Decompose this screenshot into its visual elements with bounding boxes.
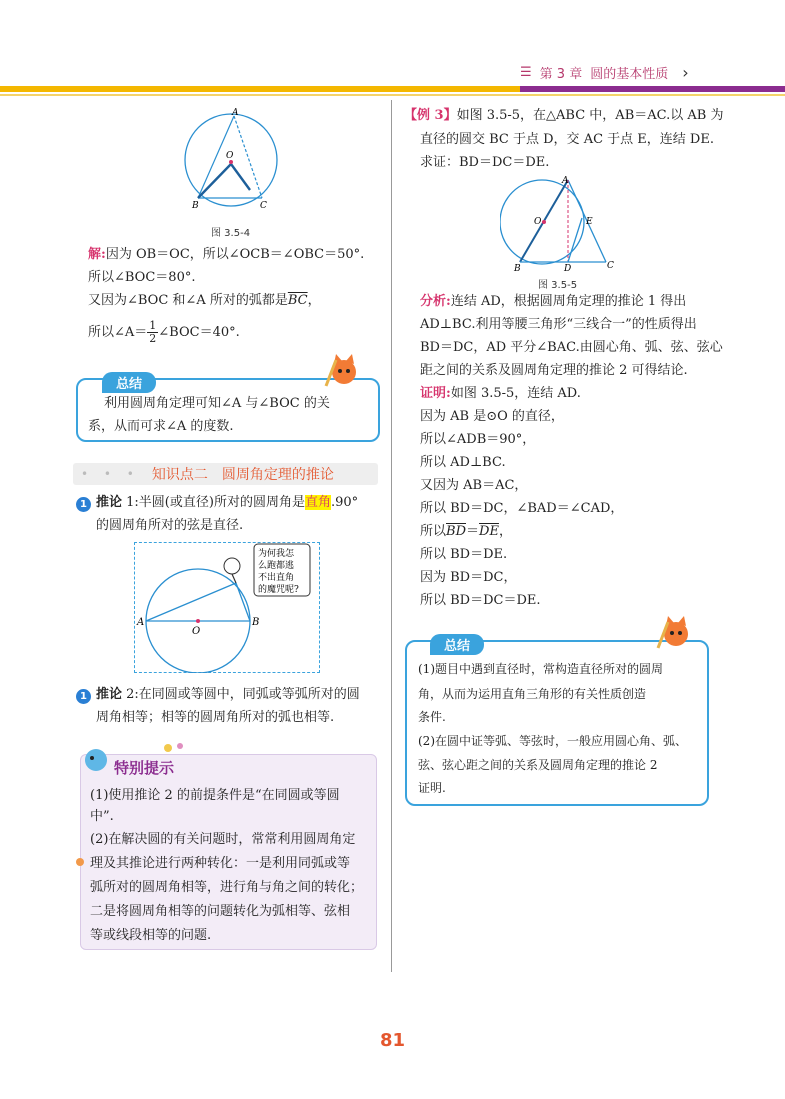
example-line-2: 直径的圆交 BC 于点 D，交 AC 于点 E，连结 DE.	[420, 132, 714, 147]
label-c3: C	[607, 261, 614, 271]
tip-line-4: 理及其推论进行两种转化：一是利用同弧或等	[90, 856, 351, 871]
proof-line-6: 所以$\overline{BD}=\overline{DE}$，	[420, 524, 512, 539]
header-bar-purple	[520, 86, 785, 92]
proof-line-5: 所以 BD＝DC，∠BAD＝∠CAD，	[420, 501, 624, 516]
label-b: B	[192, 201, 199, 211]
summary-tab-2: 总结	[430, 634, 484, 655]
summary1-line-1: 利用圆周角定理可知∠A 与∠BOC 的关	[104, 396, 330, 411]
proof-line-2: 所以∠ADB＝90°，	[420, 432, 536, 447]
bubble-line-3: 不出直角	[258, 573, 295, 583]
fox-mascot-icon-2	[654, 614, 698, 650]
running-header	[520, 62, 689, 82]
label-o: O	[226, 151, 234, 161]
analysis-line-1: 分析:连结 AD，根据圆周角定理的推论 1 得出	[420, 294, 687, 309]
summary2-line-2: 角，从而为运用直角三角形的有关性质创造	[418, 687, 647, 701]
page-number: 81	[379, 1030, 406, 1051]
solution-line-3: 又因为∠BOC 和∠A 所对的弧都是$\overline{BC}$，	[88, 293, 321, 308]
figure-3-5-4	[176, 104, 286, 212]
summary1-line-2: 系，从而可求∠A 的度数.	[88, 419, 234, 434]
knowledge-point-2-heading: • • • 知识点二 圆周角定理的推论	[73, 463, 378, 485]
bubble-line-2: 么跑都逃	[258, 561, 295, 571]
label-e3: E	[586, 217, 593, 227]
summary2-line-5: 弦、弦心距之间的关系及圆周角定理的推论 2	[418, 758, 658, 772]
summary2-line-4: (2)在圆中证等弧、等弦时，一般应用圆心角、弧、	[418, 734, 687, 748]
proof-line-9: 所以 BD＝DC＝DE.	[420, 593, 541, 608]
analysis-line-3: BD＝DC，AD 平分∠BAC.由圆心角、弧、弦、弦心	[420, 340, 723, 355]
corollary2-line-1: 推论 2:在同圆或等圆中，同弧或等弧所对的圆	[96, 687, 360, 702]
label-o3: O	[534, 217, 542, 227]
corollary2-badge: 1	[76, 689, 91, 704]
solution-line-4: 所以∠A＝ $\frac{1}{2}$ ∠BOC＝40°.	[88, 319, 240, 345]
proof-line-4: 又因为 AB＝AC，	[420, 478, 528, 493]
example-line-3: 求证：BD＝DC＝DE.	[420, 155, 550, 170]
summary2-line-6: 证明.	[418, 781, 446, 795]
summary-tab-1: 总结	[102, 372, 156, 393]
bubble-line-4: 的魔咒呢?	[258, 585, 299, 595]
tip-line-2: 中”.	[90, 809, 114, 824]
tip-line-5: 弧所对的圆周角相等，进行角与角之间的转化；	[90, 880, 364, 895]
column-divider	[391, 100, 392, 972]
label-b2: B	[252, 617, 260, 628]
summary2-line-3: 条件.	[418, 710, 446, 724]
figure-right-angle	[134, 542, 320, 673]
figure-caption: 图 3.5-4	[211, 228, 251, 239]
summary2-line-1: (1)题目中遇到直径时，常构造直径所对的圆周	[418, 662, 663, 676]
tip-line-6: 二是将圆周角相等的问题转化为弧相等、弦相	[90, 904, 351, 919]
tip-line-3: (2)在解决圆的有关问题时，常常利用圆周角定	[90, 832, 356, 847]
label-a3: A	[562, 176, 569, 186]
label-a2: A	[137, 617, 145, 628]
label-b3: B	[514, 264, 521, 274]
proof-line-0: 证明:如图 3.5-5，连结 AD.	[420, 386, 581, 401]
label-d3: D	[564, 264, 572, 274]
bubble-line-1: 为何我怎	[258, 549, 295, 559]
proof-line-3: 所以 AD⊥BC.	[420, 455, 506, 470]
list-icon: ☰	[520, 64, 532, 80]
chevron-right-icon: ›	[682, 62, 689, 82]
label-c: C	[260, 201, 267, 211]
analysis-line-4: 距之间的关系及圆周角定理的推论 2 可得结论.	[420, 363, 688, 378]
figure-caption-2: 图 3.5-5	[538, 280, 578, 291]
corollary1-badge: 1	[76, 497, 91, 512]
proof-line-1: 因为 AB 是⊙O 的直径，	[420, 409, 564, 424]
tip-dot	[76, 858, 84, 866]
chapter-title: 圆的基本性质	[590, 66, 669, 82]
proof-line-8: 因为 BD＝DC，	[420, 570, 517, 585]
solution-line-1: 解:因为 OB＝OC，所以∠OCB＝∠OBC＝50°.	[88, 247, 365, 262]
figure-3-5-5	[500, 174, 630, 274]
special-tip-title: 特别提示	[114, 759, 175, 777]
header-bar-thin	[0, 94, 785, 96]
proof-line-7: 所以 BD＝DE.	[420, 547, 508, 562]
fox-mascot-icon	[322, 352, 366, 388]
tip-line-1: (1)使用推论 2 的前提条件是“在同圆或等圆	[90, 788, 340, 803]
solution-line-2: 所以∠BOC＝80°.	[88, 270, 196, 285]
label-a: A	[232, 108, 239, 118]
analysis-line-2: AD⊥BC.利用等腰三角形“三线合一”的性质得出	[420, 317, 697, 332]
corollary2-line-2: 周角相等；相等的圆周角所对的弧也相等.	[96, 710, 335, 725]
header-bar-yellow	[0, 86, 520, 92]
corollary1-line-1: 推论 1:半圆(或直径)所对的圆周角是直角.90°	[96, 495, 359, 510]
label-o2: O	[192, 626, 201, 637]
corollary1-line-2: 的圆周角所对的弦是直径.	[96, 518, 244, 533]
chapter-number: 第 3 章	[539, 66, 583, 82]
tip-line-7: 等或线段相等的问题.	[90, 928, 212, 943]
example-line-1: 【例 3】如图 3.5-5，在△ABC 中，AB＝AC.以 AB 为	[404, 108, 724, 123]
